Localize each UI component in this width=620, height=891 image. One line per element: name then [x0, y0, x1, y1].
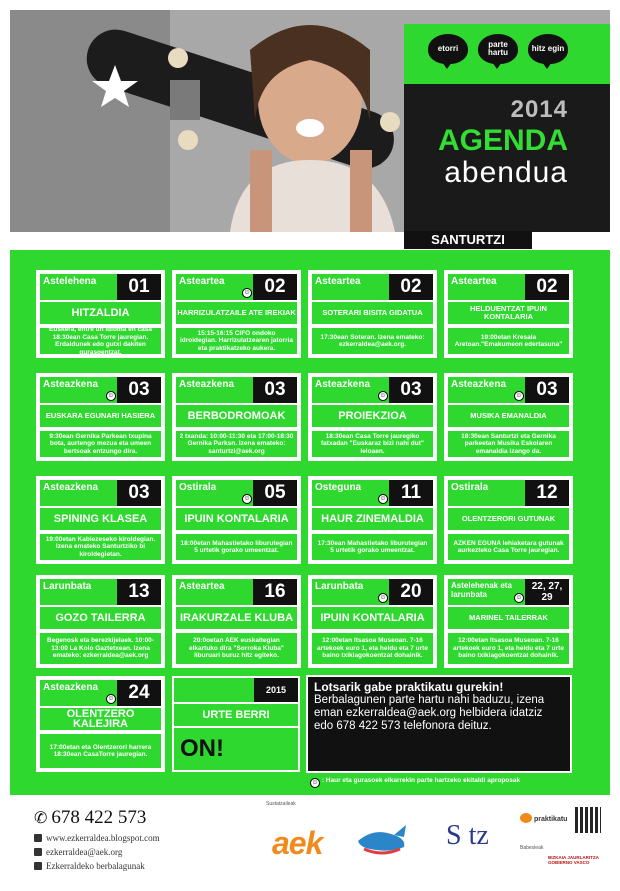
card-day: Osteguna — [315, 482, 362, 493]
card-day: Ostirala — [179, 482, 217, 493]
card-day: Asteazkena — [43, 482, 99, 493]
event-card — [36, 476, 165, 564]
card-description: 19:00etan Kresala Aretoan."Emakumeon edertasuna" — [448, 328, 569, 354]
event-card — [444, 270, 573, 358]
card-title: OLENTZERORI GUTUNAK — [448, 506, 569, 532]
year: 2014 — [510, 96, 568, 123]
event-card — [308, 270, 437, 358]
card-title: HELDUENTZAT IPUIN KONTALARIA — [448, 300, 569, 326]
card-date: 13 — [117, 579, 161, 605]
card-description: 18:30ean Santurtzi eta Gernika parkeetan Musika Eskolaren emanaldia izango da. — [448, 431, 569, 457]
web-link[interactable] — [34, 833, 160, 843]
card-title: BERBODROMOAK — [176, 403, 297, 429]
card-header — [312, 579, 433, 605]
smile-icon: ☺ — [515, 392, 523, 399]
card-header — [40, 274, 161, 300]
event-card — [36, 575, 165, 668]
facebook-text: Ezkerraldeko berbalagunak — [46, 861, 145, 871]
card-title: PROIEKZIOA — [312, 403, 433, 429]
mail-icon — [34, 848, 42, 856]
card-day: Asteazkena — [315, 379, 371, 390]
babesle-label: Babesleak — [520, 845, 544, 851]
card-header — [176, 480, 297, 506]
phone-number — [34, 807, 146, 829]
smile-icon: ☺ — [243, 289, 251, 296]
footnote-text: : Haur eta gurasoek elkarrekin parte hartzeko ekitaldi aproposak — [321, 777, 521, 784]
smile-icon: ☺ — [107, 392, 115, 399]
card-day: Larunbata — [43, 581, 92, 592]
card-date: 20 — [389, 579, 433, 605]
card-header — [176, 377, 297, 403]
smile-icon: ☺ — [379, 392, 387, 399]
berbalagunak-notice — [306, 675, 572, 773]
card-title: MARINEL TAILERRAK — [448, 605, 569, 631]
card-date: 02 — [389, 274, 433, 300]
card-date: 12 — [525, 480, 569, 506]
card-title: EUSKARA EGUNARI HASIERA — [40, 403, 161, 429]
notice-text: Berbalagunen parte hartu nahi baduzu, izena eman ezkerraldea@aek.org helbidera idatziz edo 678 422 573 telefonora deituz. — [314, 694, 545, 732]
card-title: OLENTZERO KALEJIRA — [40, 706, 161, 732]
event-card — [36, 373, 165, 461]
card-description: 9:30ean Gernika Parkean txupina bota, aurtengo mezua eta umeen bertsoak entzungo dira. — [40, 431, 161, 457]
card-header — [448, 274, 569, 300]
card-date: 16 — [253, 579, 297, 605]
card-day: Asteazkena — [179, 379, 235, 390]
praktikatu-logo — [520, 813, 567, 823]
month-title: abendua — [444, 156, 568, 189]
card-title: IRAKURZALE KLUBA — [176, 605, 297, 631]
card-day: Asteartea — [451, 276, 497, 287]
card-day: Asteazkena — [43, 379, 99, 390]
footnote — [310, 777, 600, 788]
card-title: HAUR ZINEMALDIA — [312, 506, 433, 532]
card-description: Begenosk eta berezkijelaek. 10:00-13:00 La Kolo Gaztetxean. Izena emateko: ezkerraldea@aek.org — [40, 633, 161, 664]
smile-icon: ☺ — [515, 594, 523, 601]
badge-hitz-egin: hitz egin — [528, 34, 568, 64]
government-logo: BIZKAIA JAURLARITZA GOBIERNO VASCO — [548, 855, 599, 865]
card-day: Asteazkena — [43, 682, 99, 693]
card-date: 22, 27, 29 — [525, 579, 569, 605]
card-description: 18:00etan Mahastietako liburutegian 5 urtetik gorako umeentzat. — [176, 534, 297, 560]
facebook-link[interactable] — [34, 861, 145, 871]
events-panel — [10, 250, 610, 795]
event-card — [172, 373, 301, 461]
card-title: MUSIKA EMANALDIA — [448, 403, 569, 429]
event-card — [36, 270, 165, 358]
city-label: SANTURTZI — [404, 231, 532, 249]
urte-berri-on: ON! — [174, 728, 298, 770]
event-card — [172, 270, 301, 358]
urte-berri-year-bar — [174, 678, 298, 702]
card-description: 2 txanda: 10:00-11:30 eta 17:00-18:30 Gernika Parksn. Izena emateko: santurtzi@aek.org — [176, 431, 297, 457]
card-date: 03 — [117, 480, 161, 506]
web-text: www.ezkerraldea.blogspot.com — [46, 833, 160, 843]
card-description: 15:15-16:15 CIFO ondoko idroidegian. Harrizulatzearen jatorria eta praktikatzeko aukera. — [176, 328, 297, 354]
card-header — [40, 377, 161, 403]
qr-code-icon — [575, 807, 601, 833]
card-header — [448, 579, 569, 605]
card-description: 18:30ean Casa Torre jauregiko fatxadan "Euskaraz bizi nahi dut" leloaen. — [312, 431, 433, 457]
card-date: 02 — [525, 274, 569, 300]
notice-title: Lotsarik gabe praktikatu gurekin! — [314, 680, 504, 694]
card-header — [448, 480, 569, 506]
smile-icon: ☺ — [311, 779, 319, 786]
event-card — [444, 373, 573, 461]
card-date: 01 — [117, 274, 161, 300]
card-date: 02 — [253, 274, 297, 300]
event-card — [172, 575, 301, 668]
card-header — [40, 579, 161, 605]
facebook-icon — [34, 862, 42, 870]
footer — [0, 795, 620, 891]
card-description: 17:00etan eta Olentzerori harrera 18:30ean CasaTorre jauregian. — [40, 734, 161, 768]
card-description: 12:00etan Itsasoa Museoan. 7-16 artekoek euro 1, eta heldu eta 7 urte baino txikiagokoentzat dohainik. — [448, 633, 569, 664]
card-title: SPINING KLASEA — [40, 506, 161, 532]
card-date: 03 — [525, 377, 569, 403]
smile-icon: ☺ — [379, 495, 387, 502]
card-day: Astelehenak eta larunbata — [451, 581, 512, 599]
badge-parte-hartu: parte hartu — [478, 34, 518, 64]
card-date: 03 — [253, 377, 297, 403]
urte-berri-card — [172, 676, 300, 772]
stz-logo: S tz — [446, 820, 489, 851]
card-description: 20:0oetan AEK euskaltegian elkartuko dira "Sorroka Kluba" liburuari buruz hitz egiteko. — [176, 633, 297, 664]
card-title: IPUIN KONTALARIA — [176, 506, 297, 532]
card-description: AZKEN EGUNA lehiaketara gutunak aurkezteko Casa Torre jauregian. — [448, 534, 569, 560]
whale-logo — [354, 819, 410, 859]
card-title: SOTERARI BISITA GIDATUA — [312, 300, 433, 326]
card-date: 11 — [389, 480, 433, 506]
aek-logo: aek — [272, 825, 323, 861]
card-title: HITZALDIA — [40, 300, 161, 326]
event-card — [36, 676, 165, 772]
card-date: 03 — [117, 377, 161, 403]
card-title: HARRIZULATZAILE ATE IREKIAK — [176, 300, 297, 326]
event-card — [444, 575, 573, 668]
card-header — [312, 480, 433, 506]
badges-strip — [404, 24, 610, 84]
card-date: 05 — [253, 480, 297, 506]
card-header — [176, 579, 297, 605]
card-day: Ostirala — [451, 482, 489, 493]
card-day: Larunbata — [315, 581, 364, 592]
event-card — [308, 575, 437, 668]
badge-etorri: etorri — [428, 34, 468, 64]
card-description: 12:00etan Itsasoa Museoan. 7-16 artekoek euro 1, eta heldu eta 7 urte baino txikiagokoentzat dohainik. — [312, 633, 433, 664]
card-header — [448, 377, 569, 403]
phone-icon: ✆ — [34, 810, 52, 827]
hero-banner — [10, 10, 610, 232]
card-date: 03 — [389, 377, 433, 403]
speech-bubble-icon — [520, 813, 532, 823]
event-card — [308, 476, 437, 564]
globe-icon — [34, 834, 42, 842]
card-description: 19:00etan Kabiezeseko kiroldegian. Izena emateko Santurtziko bi kiroldegietan. — [40, 534, 161, 560]
card-day: Asteartea — [315, 276, 361, 287]
sponsors-label: Sustatzaileak — [266, 801, 296, 807]
card-title: GOZO TAILERRA — [40, 605, 161, 631]
card-day: Asteazkena — [451, 379, 507, 390]
card-description: "Euskera, entre un idioma en casa" 18:30ean Casa Torre jauregian. Erdaldunek edo gutxi dakiten gurasoentzat. — [40, 328, 161, 354]
smile-icon: ☺ — [107, 695, 115, 702]
event-card — [444, 476, 573, 564]
card-title: IPUIN KONTALARIA — [312, 605, 433, 631]
card-day: Asteartea — [179, 581, 225, 592]
card-description: 17:30ean Mahastietako liburutegian 5 urtetik gorako umeentzat. — [312, 534, 433, 560]
smile-icon: ☺ — [379, 594, 387, 601]
title-box — [404, 84, 610, 232]
event-card — [172, 476, 301, 564]
smile-icon: ☺ — [243, 495, 251, 502]
card-header — [312, 274, 433, 300]
urte-berri-title: URTE BERRI — [174, 704, 298, 726]
card-header — [176, 274, 297, 300]
card-header — [312, 377, 433, 403]
email-link[interactable] — [34, 847, 122, 857]
urte-berri-year: 2015 — [254, 678, 298, 702]
agenda-title: AGENDA — [437, 124, 568, 157]
card-description: 17:30ean Soteran. Izena emateko: ezkerraldea@aek.org. — [312, 328, 433, 354]
card-header — [40, 680, 161, 706]
event-card — [308, 373, 437, 461]
card-header — [40, 480, 161, 506]
card-day: Asteartea — [179, 276, 225, 287]
praktikatu-text: praktikatu — [534, 816, 568, 823]
phone-text: 678 422 573 — [51, 807, 147, 828]
card-date: 24 — [117, 680, 161, 706]
card-day: Astelehena — [43, 276, 97, 287]
email-text: ezkerraldea@aek.org — [46, 847, 123, 857]
